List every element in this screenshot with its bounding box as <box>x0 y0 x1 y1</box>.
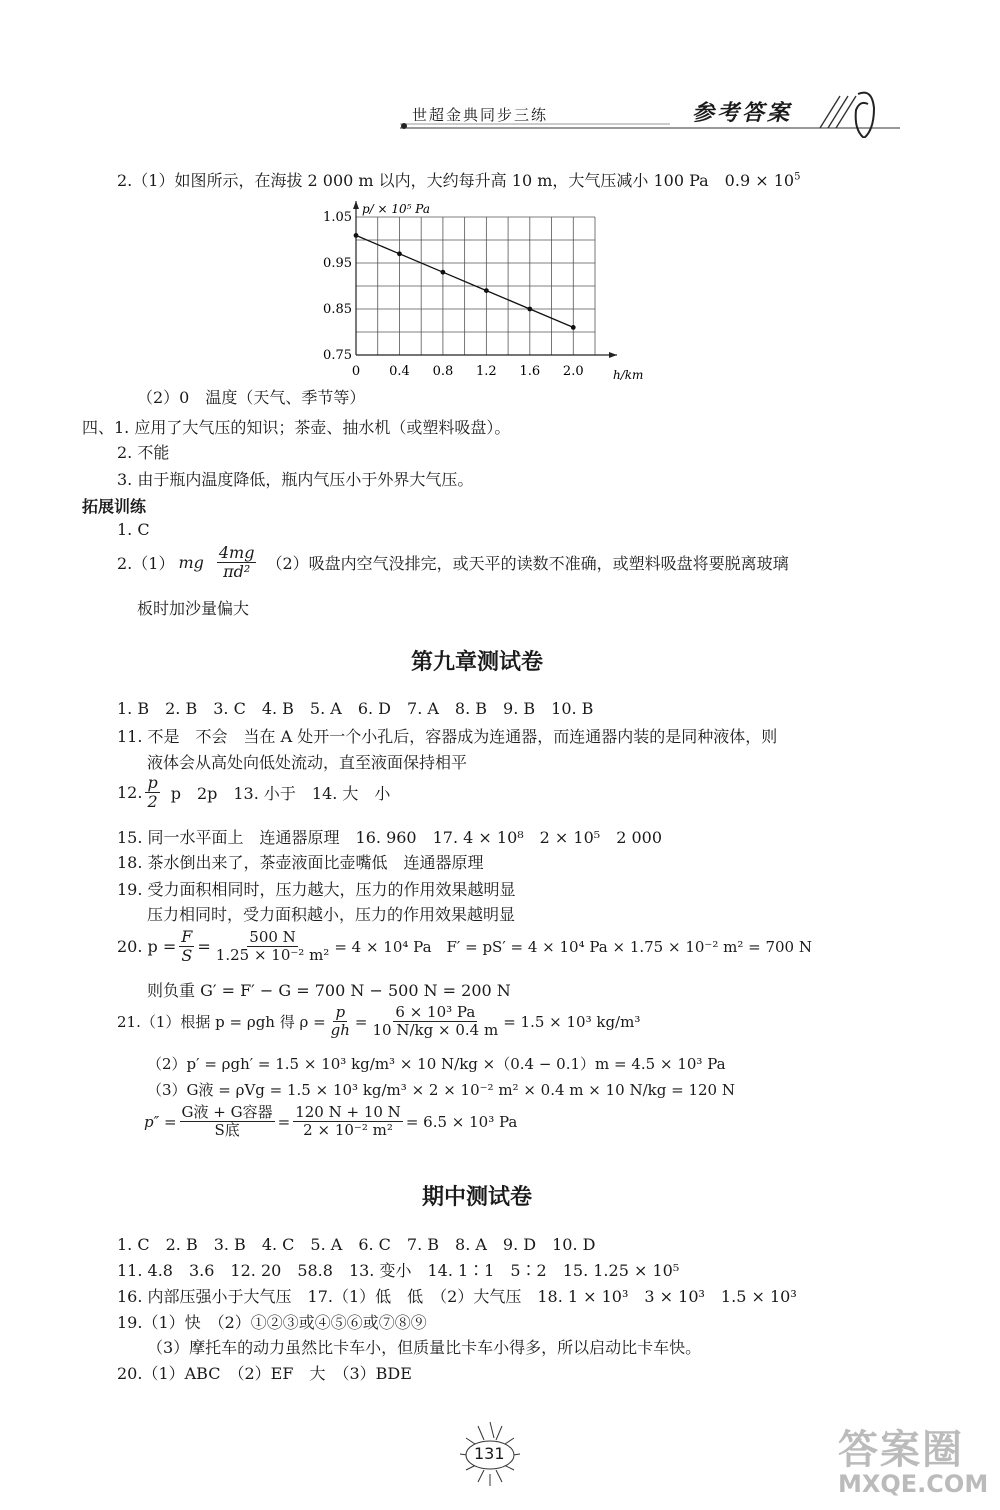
ch9-line-21-2: （2）p′ = ρgh′ = 1.5 × 10³ kg/m³ × 10 N/kg ×（0.4 − 0.1）m = 4.5 × 10³ Pa <box>147 1055 726 1073</box>
x-tick-label: 0.8 <box>432 364 454 379</box>
extension-1: 1. C <box>117 520 150 539</box>
data-point <box>354 233 359 238</box>
extension-2: 2.（1） mg $\frac{4mg}{\text{πd²}}$ （2）吸盘内空气没排完，或天平的读数不准确，或塑料吸盘将要脱离玻璃 <box>117 543 789 582</box>
y-tick-label: 0.85 <box>323 302 352 317</box>
midterm-title: 期中测试卷 <box>422 1185 533 1210</box>
extension-training-heading: 拓展训练 <box>82 497 147 516</box>
answer-4-3: 3. 由于瓶内温度降低，瓶内气压小于外界大气压。 <box>117 470 474 489</box>
ch9-line-19b: 压力相同时，受力面积越小，压力的作用效果越明显 <box>147 905 516 924</box>
x-tick-label: 0.4 <box>389 364 410 379</box>
ch9-line-11b: 液体会从高处向低处流动，直至液面保持相平 <box>147 753 468 772</box>
section-title: 参考答案 <box>692 100 793 126</box>
x-axis-label: h/km <box>613 368 644 382</box>
data-point <box>527 307 532 312</box>
ch9-line-12: 12. $\frac{p}{2}$ p 2p 13. 小于 14. 大 小 <box>117 773 391 812</box>
ch9-line-21-3: （3）G液 = ρVg = 1.5 × 10³ kg/m³ × 2 × 10⁻² m² × 0.4 m × 10 N/kg = 120 N <box>147 1081 735 1099</box>
watermark-logo: 答案圈 <box>838 1427 964 1473</box>
mid-line-11: 11. 4.8 3.6 12. 20 58.8 13. 变小 14. 1∶1 5∶2 15. 1.25 × 10⁵ <box>117 1261 680 1280</box>
answer-4-1: 四、1. 应用了大气压的知识；茶壶、抽水机（或塑料吸盘）。 <box>82 418 511 437</box>
ch9-line-21-4: p″ = $\frac{\text{G液 + G容器}}{\text{S底}}$ = $\frac{120 N + 10 N}{\text{2 × 10⁻² m²}}$ = 6.5 × 10³ Pa <box>144 1103 518 1140</box>
answer-2-2: （2）0 温度（天气、季节等） <box>137 388 366 407</box>
extension-2-cont: 板时加沙量偏大 <box>137 599 250 618</box>
answer-4-2: 2. 不能 <box>117 443 170 462</box>
data-point <box>571 325 576 330</box>
mid-line-19: 19.（1）快 （2）①②③或④⑤⑥或⑦⑧⑨ <box>117 1313 427 1332</box>
y-axis-arrow <box>353 201 359 209</box>
x-axis-arrow <box>609 352 617 358</box>
x-tick-label: 0 <box>351 364 361 379</box>
ch9-line-1: 1. B 2. B 3. C 4. B 5. A 6. D 7. A 8. B 9. B 10. B <box>117 699 594 718</box>
ch9-line-11a: 11. 不是 不会 当在 A 处开一个小孔后，容器成为连通器，而连通器内装的是同种液体，则 <box>117 727 778 746</box>
data-point <box>441 270 446 275</box>
ch9-line-18: 18. 茶水倒出来了，茶壶液面比壶嘴低 连通器原理 <box>117 853 484 872</box>
ch9-line-21-1: 21.（1）根据 p = ρgh 得 ρ = $\frac{p}{gh}$ = $\frac{\text{6 × 10³ Pa}}{10 N/kg \times 0.4 m}$ = 1.5 × 10³ kg/m³ <box>117 1003 641 1040</box>
chapter9-title: 第九章测试卷 <box>411 650 544 675</box>
ch9-line-19a: 19. 受力面积相同时，压力越大，压力的作用效果越明显 <box>117 880 516 899</box>
x-tick-label: 2.0 <box>562 364 584 379</box>
x-tick-label: 1.6 <box>519 364 541 379</box>
ch9-line-15: 15. 同一水平面上 连通器原理 16. 960 17. 4 × 10⁸ 2 × 10⁵ 2 000 <box>117 828 663 847</box>
y-tick-label: 0.75 <box>323 348 352 363</box>
ch9-line-20: 20. p = $\frac{F}{S}$ = $\frac{500 N}{\text{1.25 × 10⁻² m²}}$ = 4 × 10⁴ Pa F′ = pS′ = 4 × 10⁴ Pa × 1.75 × 10⁻² m² = 700 N <box>117 927 812 966</box>
mid-line-1: 1. C 2. B 3. B 4. C 5. A 6. C 7. B 8. A 9. D 10. D <box>117 1235 596 1254</box>
pressure-altitude-chart <box>318 196 658 388</box>
y-tick-label: 1.05 <box>323 210 352 225</box>
y-axis-label: p/ × 10⁵ Pa <box>362 202 430 216</box>
mid-line-16: 16. 内部压强小于大气压 17.（1）低 低 （2）大气压 18. 1 × 10³ 3 × 10³ 1.5 × 10³ <box>117 1287 797 1306</box>
data-point <box>484 288 489 293</box>
mid-line-19b: （3）摩托车的动力虽然比卡车小，但质量比卡车小得多，所以启动比卡车快。 <box>147 1338 702 1357</box>
watermark-url: MXQE.COM <box>838 1470 989 1498</box>
mid-line-20: 20.（1）ABC （2）EF 大 （3）BDE <box>117 1364 412 1383</box>
x-tick-label: 1.2 <box>476 364 497 379</box>
ch9-line-20b: 则负重 G′ = F′ − G = 700 N − 500 N = 200 N <box>147 981 511 1000</box>
answer-2-1: 2.（1）如图所示，在海拔 2 000 m 以内，大约每升高 10 m，大气压减小 100 Pa $0.9 \times 10^5$ <box>117 171 801 190</box>
data-point <box>397 251 402 256</box>
y-tick-label: 0.95 <box>323 256 352 271</box>
book-title: 世超金典同步三练 <box>412 106 549 124</box>
page-number: 131 <box>474 1444 505 1463</box>
